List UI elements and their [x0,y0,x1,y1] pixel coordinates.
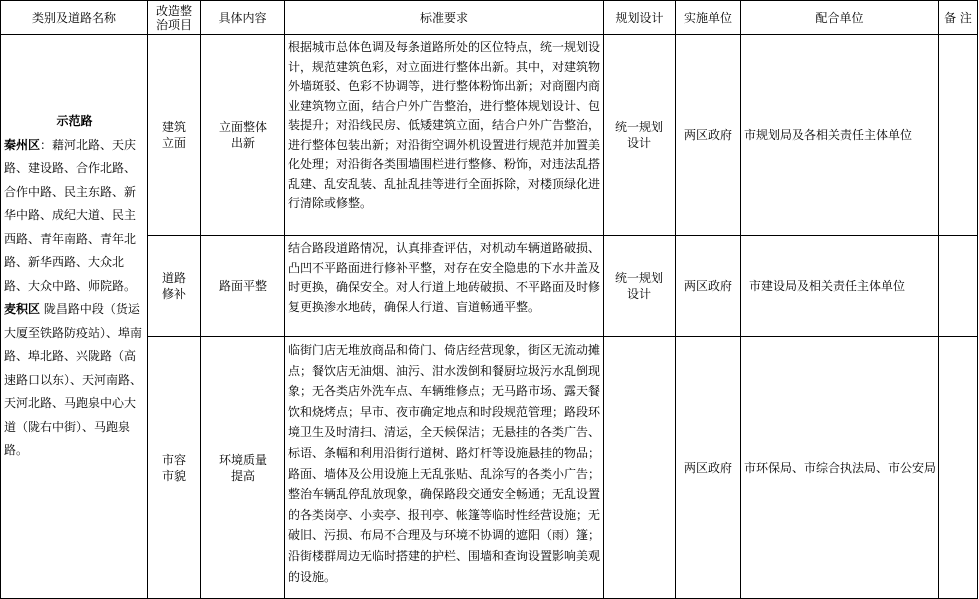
road-list-cell [1,110,147,510]
row2-implementer: 两区政府 [683,279,732,293]
row1-project: 建筑立面 [161,120,186,150]
row1-standard: 根据城市总体色调及每条道路所处的区位特点，统一规划设计，规范建筑色彩，对立面进行整体出新。其中，对建筑物外墙斑驳、色彩不协调等，进行整体粉饰出新；对商圈内商业建筑物立面，结合户外广告整治，进行整体规划设计、包装提升；对沿线民房、低矮建筑立面，结合户外广告整治，进行整体包装出新；对沿街空调外机设置进行规范并加置美化处理；对沿街各类围墙围栏进行整修、粉饰，对违法乱搭乱建、乱安乱装、乱扯乱挂等进行全面拆除，对楼顶绿化进行清除或修整。 [288,40,601,210]
column-divider-2 [200,0,201,599]
column-divider-1 [147,0,148,599]
row2-project: 道路修补 [161,271,186,301]
row3-content: 环境质量提高 [218,452,267,483]
district-name-maiji: 麦积区 [4,302,41,316]
row2-planning: 统一规划设计 [614,271,663,301]
column-divider-4 [603,0,604,599]
row3-project: 市容市貌 [161,452,186,483]
row1-implementer: 两区政府 [683,128,732,142]
row2-standard: 结合路段道路情况，认真排查评估，对机动车辆道路破损、凸凹不平路面进行修补平整，对存在安全隐患的下水井盖及时更换，确保安全。对人行道上地砖破损、不平路面及时修复更换渗水地砖，确保人行道、盲道畅通平整。 [288,241,601,314]
row2-cooperator: 市建设局及相关责任主体单位 [749,279,906,293]
header-content: 具体内容 [218,10,267,25]
row3-planning [613,337,665,598]
row2-content: 路面平整 [218,279,267,293]
header-planning: 规划设计 [615,10,664,25]
row1-content: 立面整体出新 [218,120,267,150]
row1-cooperator: 市规划局及各相关责任主体单位 [744,128,913,142]
district-roads-maiji: 陇昌路中段（货运大厦至铁路防疫站）、埠南路、埠北路、兴陇路（高速路口以东）、天河南路、天河北路、马跑泉中心大道（陇右中街）、马跑泉路。 [4,302,143,457]
road-category-title: 示范路 [56,114,93,128]
header-standard: 标准要求 [419,10,468,25]
row3-standard: 临街门店无堆放商品和倚门、倚店经营现象，街区无流动摊点；餐饮店无油烟、油污、泔水泼倒和餐厨垃圾污水乱倒现象；无各类店外洗车点、车辆维修点；无马路市场、露天餐饮和烧烤点；早市、夜市确定地点和时段规范管理；路段环境卫生及时清扫、清运，全天候保洁；无悬挂的各类广告、标语、条幅和利用沿街行道树、路灯杆等设施悬挂的物品；路面、墙体及公用设施上无乱张贴、乱涂写的各类小广告；整治车辆乱停乱放现象，确保路段交通安全畅通；无乱设置的各类岗亭、小卖亭、报刊亭、帐篷等临时性经营设施；无破旧、污损、布局不合理及与环境不协调的遮阳（雨）篷；沿街楼群周边无临时搭建的护栏、围墙和查询设置影响美观的设施。 [288,343,601,584]
header-cooperator: 配合单位 [815,10,864,25]
table-border-right [977,0,978,599]
header-category: 类别及道路名称 [31,10,116,25]
row1-planning: 统一规划设计 [614,120,663,150]
row3-implementer: 两区政府 [683,460,732,475]
header-remark: 备 注 [944,10,972,25]
header-project: 改造整治项目 [155,3,192,32]
column-divider-7 [938,0,939,599]
row3-cooperator: 市环保局、市综合执法局、市公安局 [744,460,937,475]
district-name-qinzhou: 秦州区 [4,137,41,152]
header-implementer: 实施单位 [683,10,732,25]
district-roads-qinzhou: ：藉河北路、天庆路、建设路、合作北路、合作中路、民主东路、新华中路、成纪大道、民主西路、青年南路、青年北路、新华西路、大众北路、大众中路、师院路。 [4,137,137,293]
